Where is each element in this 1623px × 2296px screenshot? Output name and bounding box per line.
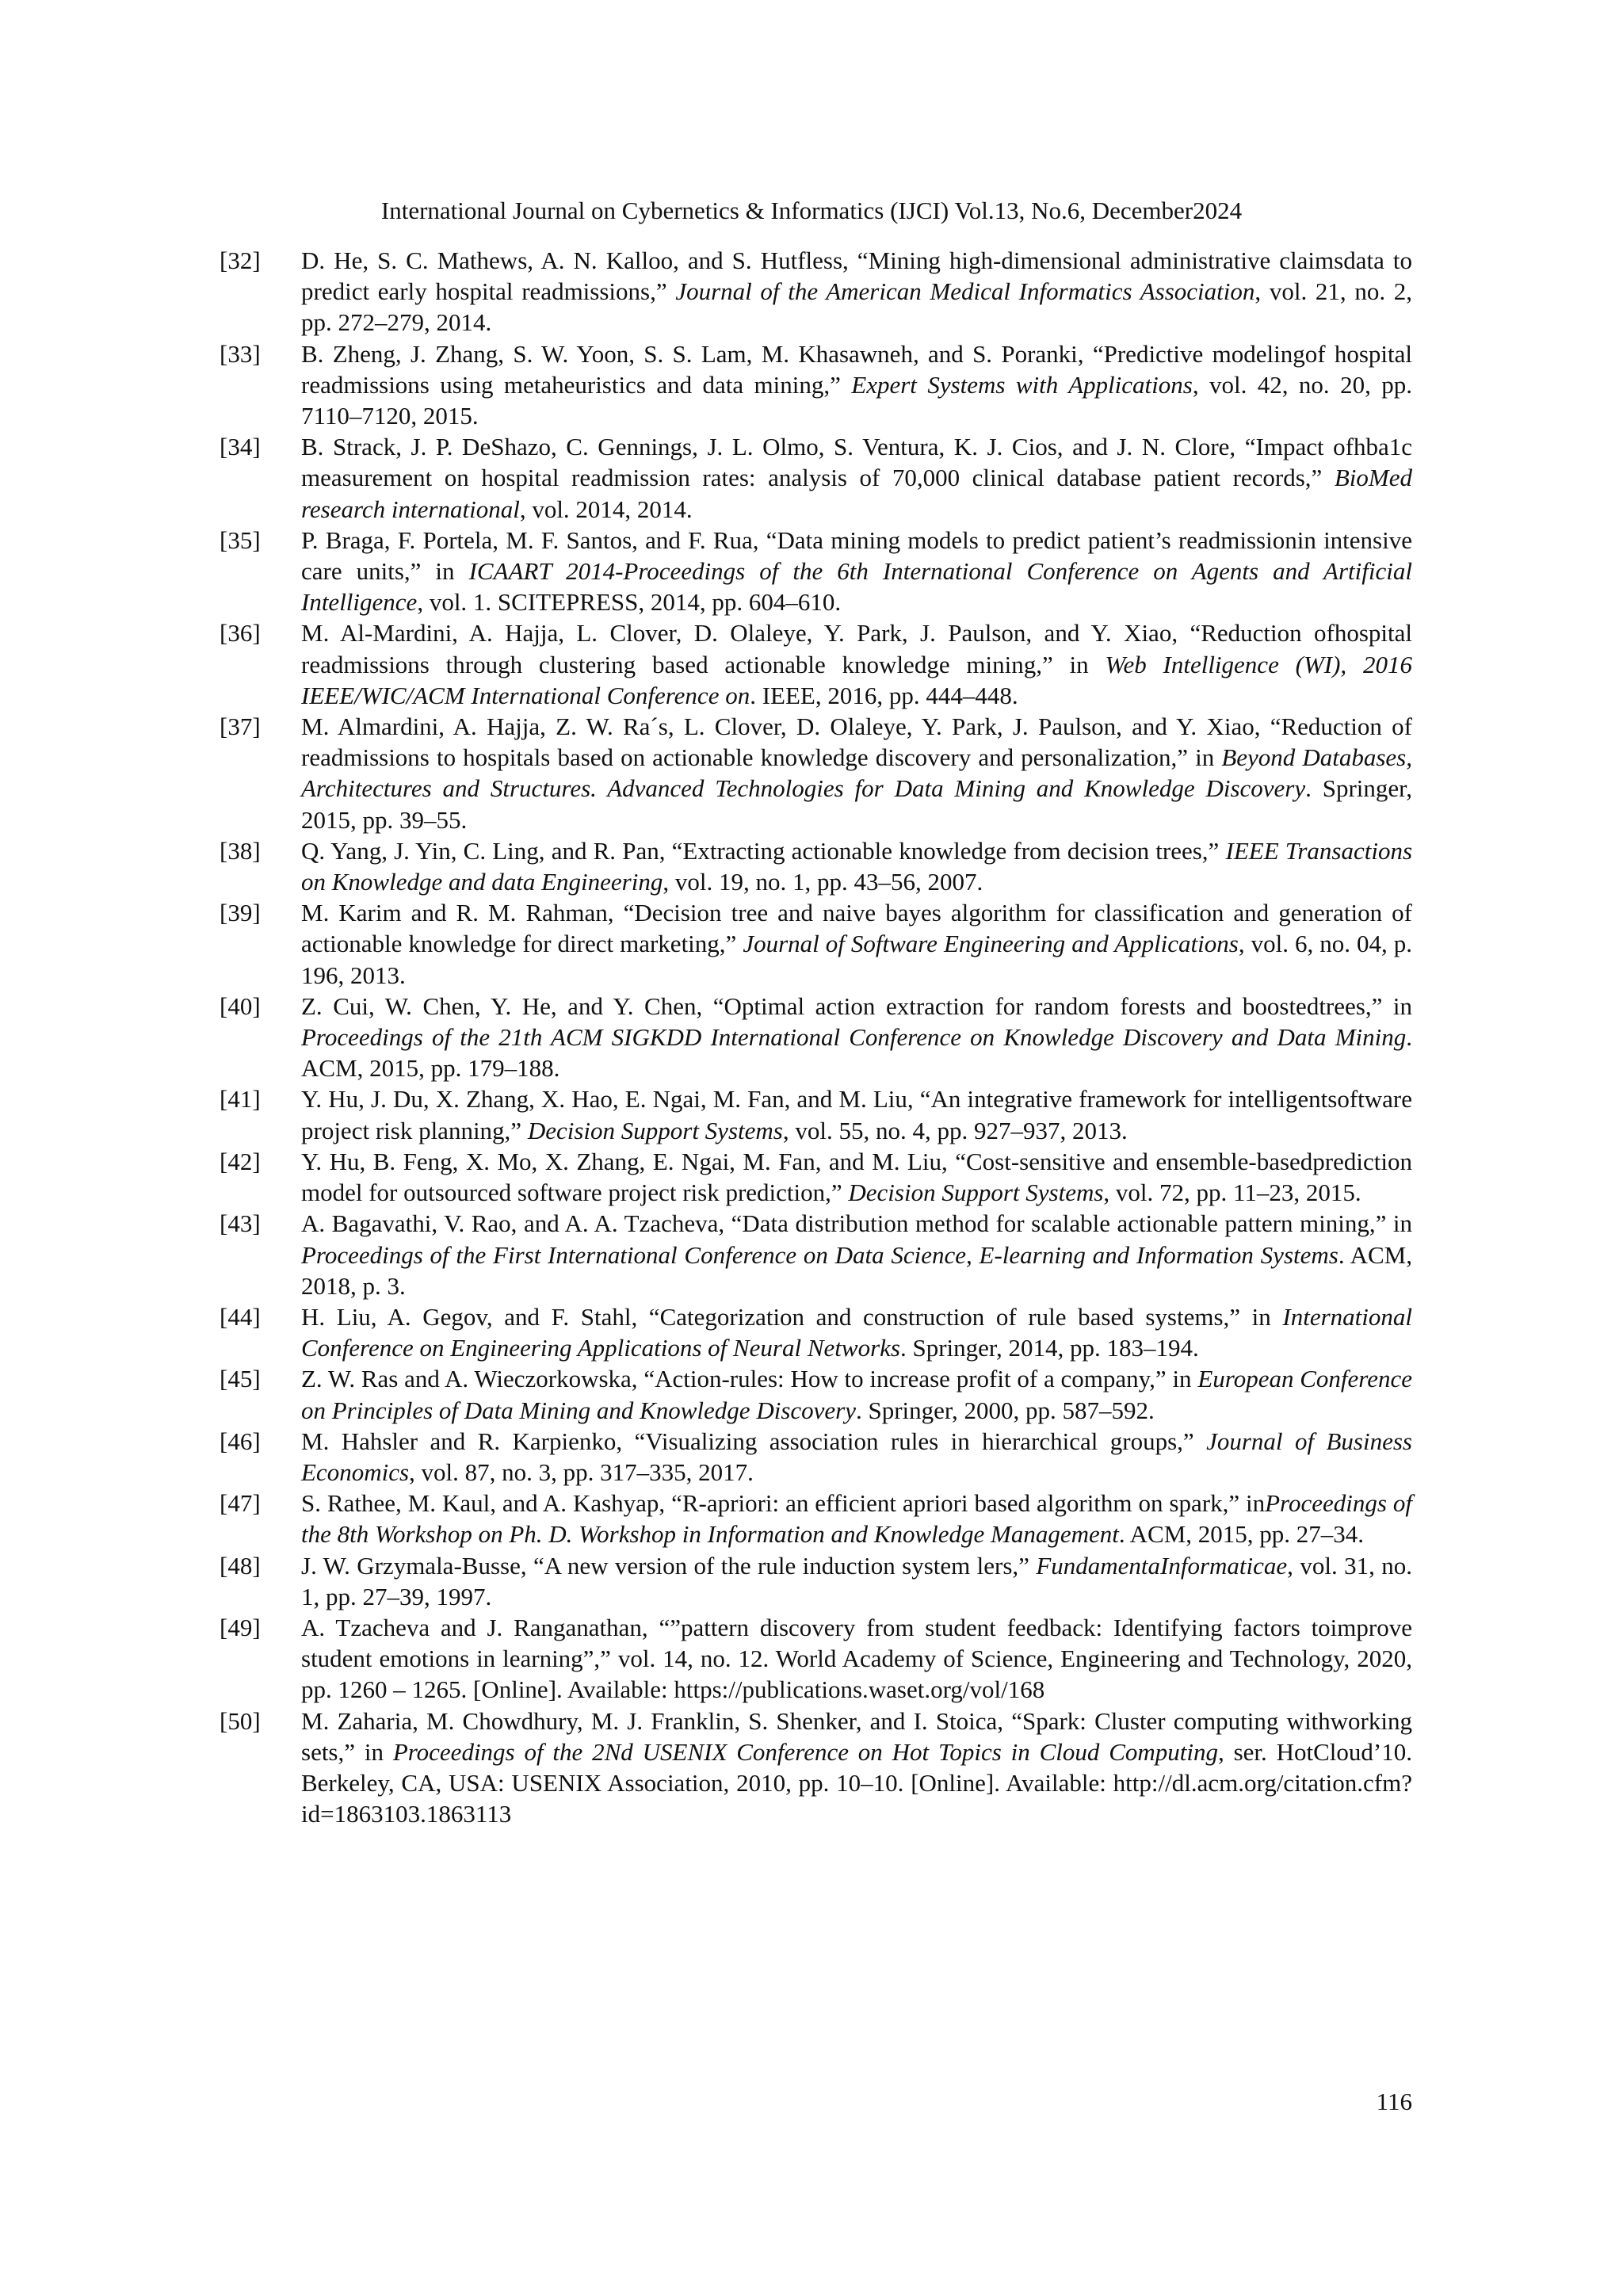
reference-authors-title: Y. Hu, J. Du, X. Zhang, X. Hao, E. Ngai, M. Fan, and M. Liu, “An integrative framework for intelligentsoftware project risk planning,” [301, 1085, 1412, 1144]
reference-entry [220, 1301, 1412, 1363]
reference-details: , vol. 55, no. 4, pp. 927–937, 2013. [782, 1116, 1128, 1144]
reference-details: . ACM, 2015, pp. 27–34. [1118, 1520, 1365, 1549]
reference-number: [39] [220, 899, 261, 927]
reference-details: , vol. 1. SCITEPRESS, 2014, pp. 604–610. [417, 588, 842, 617]
reference-number: [33] [220, 339, 261, 368]
reference-authors-title: M. Karim and R. M. Rahman, “Decision tree and naive bayes algorithm for classification and generation of actionable knowledge for direct marketing,” [301, 899, 1412, 958]
reference-number: [48] [220, 1551, 261, 1580]
reference-venue: International Conference on Engineering Applications of Neural Networks [301, 1302, 1412, 1362]
reference-authors-title: B. Zheng, J. Zhang, S. W. Yoon, S. S. Lam, M. Khasawneh, and S. Poranki, “Predictive modelingof hospital readmissions using metaheuristics and data mining,” [301, 339, 1412, 399]
reference-number: [36] [220, 619, 261, 648]
reference-text [301, 1301, 1412, 1363]
reference-entry [220, 1363, 1412, 1425]
reference-details: , vol. 72, pp. 11–23, 2015. [1103, 1179, 1361, 1207]
reference-details: , vol. 87, no. 3, pp. 317–335, 2017. [409, 1457, 754, 1486]
reference-text [301, 991, 1412, 1084]
reference-details: . Springer, 2014, pp. 183–194. [899, 1334, 1199, 1362]
reference-details: , vol. 31, no. 1, pp. 27–39, 1997. [301, 1551, 1412, 1610]
reference-entry [220, 1612, 1412, 1706]
reference-details: , vol. 19, no. 1, pp. 43–56, 2007. [663, 868, 983, 896]
reference-authors-title: M. Hahsler and R. Karpienko, “Visualizing association rules in hierarchical groups,” [301, 1427, 1207, 1455]
reference-number: [44] [220, 1302, 261, 1331]
reference-number: [45] [220, 1365, 261, 1393]
reference-authors-title: M. Zaharia, M. Chowdhury, M. J. Franklin, S. Shenker, and I. Stoica, “Spark: Cluster computing withworking sets,” in [301, 1706, 1412, 1766]
reference-number: [46] [220, 1427, 261, 1455]
reference-details: , ser. HotCloud’10. Berkeley, CA, USA: USENIX Association, 2010, pp. 10–10. [Online]. Available: http://dl.acm.org/citation.cfm?id=1863103.1863113 [301, 1737, 1412, 1828]
reference-venue: Proceedings of the 2Nd USENIX Conference on Hot Topics in Cloud Computing [392, 1737, 1219, 1766]
reference-text [301, 525, 1412, 618]
reference-venue: Decision Support Systems [848, 1179, 1104, 1207]
reference-authors-title: Y. Hu, B. Feng, X. Mo, X. Zhang, E. Ngai, M. Fan, and M. Liu, “Cost-sensitive and ensemble-basedprediction model for outsourced software project risk prediction,” [301, 1147, 1412, 1207]
reference-authors-title: Z. Cui, W. Chen, Y. He, and Y. Chen, “Optimal action extraction for random forests and boostedtrees,” in [301, 991, 1412, 1020]
reference-venue: ICAART 2014-Proceedings of the 6th International Conference on Agents and Artificial Intelligence [301, 557, 1412, 617]
reference-text [301, 338, 1412, 432]
reference-list [220, 245, 1412, 1829]
reference-number: [49] [220, 1613, 261, 1641]
reference-text [301, 431, 1412, 525]
reference-text [301, 245, 1412, 338]
reference-venue: Decision Support Systems [527, 1116, 783, 1144]
reference-entry [220, 1488, 1412, 1549]
reference-details: . ACM, 2015, pp. 179–188. [301, 1023, 1412, 1083]
reference-text [301, 1612, 1412, 1706]
reference-entry [220, 338, 1412, 432]
reference-venue: Journal of the American Medical Informatics Association [675, 277, 1255, 306]
page-number: 116 [1376, 2088, 1412, 2115]
reference-authors-title: B. Strack, J. P. DeShazo, C. Gennings, J. L. Olmo, S. Ventura, K. J. Cios, and J. N. Clore, “Impact ofhba1c measurement on hospital readmission rates: analysis of 70,000 clinical database patient records,” [301, 433, 1412, 492]
reference-entry [220, 1550, 1412, 1612]
reference-details: , vol. 2014, 2014. [519, 495, 693, 523]
reference-text [301, 1083, 1412, 1145]
reference-entry [220, 1706, 1412, 1830]
reference-authors-title: A. Tzacheva and J. Ranganathan, “”pattern discovery from student feedback: Identifying factors toimprove student emotions in learning”,” vol. 14, no. 12. World Academy of Science, Engineering and Technology, 2020, pp. 1260 – 1265. [Online]. Available: https://publications.waset.org/vol/168 [301, 1613, 1412, 1704]
reference-venue: IEEE Transactions on Knowledge and data Engineering [301, 836, 1413, 896]
reference-details: . Springer, 2000, pp. 587–592. [855, 1396, 1155, 1424]
reference-venue: FundamentaInformaticae [1036, 1551, 1288, 1580]
reference-number: [47] [220, 1489, 261, 1518]
reference-authors-title: M. Almardini, A. Hajja, Z. W. Ra´s, L. Clover, D. Olaleye, Y. Park, J. Paulson, and Y. Xiao, “Reduction of readmissions to hospitals based on actionable knowledge discovery and personalization,” in [301, 712, 1412, 772]
reference-details: . ACM, 2018, p. 3. [301, 1240, 1412, 1300]
reference-entry [220, 1146, 1412, 1208]
reference-authors-title: Z. W. Ras and A. Wieczorkowska, “Action-rules: How to increase profit of a company,” in [301, 1365, 1198, 1393]
reference-venue: Journal of Business Economics [301, 1427, 1412, 1486]
reference-text [301, 617, 1412, 711]
reference-entry [220, 1208, 1412, 1301]
reference-venue: BioMed research international [301, 464, 1412, 523]
reference-details: . Springer, 2015, pp. 39–55. [301, 774, 1412, 834]
reference-text [301, 1426, 1412, 1488]
reference-number: [35] [220, 525, 261, 554]
reference-venue: Journal of Software Engineering and Applications [743, 930, 1239, 958]
reference-entry [220, 1083, 1412, 1145]
reference-authors-title: P. Braga, F. Portela, M. F. Santos, and F. Rua, “Data mining models to predict patient’s readmissionin intensive care units,” in [301, 525, 1412, 586]
reference-details: , vol. 6, no. 04, p. 196, 2013. [301, 930, 1412, 989]
reference-text [301, 1363, 1412, 1425]
reference-authors-title: Q. Yang, J. Yin, C. Ling, and R. Pan, “Extracting actionable knowledge from decision trees,” [301, 836, 1226, 865]
reference-number: [37] [220, 712, 261, 741]
reference-number: [50] [220, 1706, 261, 1735]
reference-text [301, 1706, 1412, 1830]
reference-number: [40] [220, 991, 261, 1020]
reference-entry [220, 897, 1412, 991]
reference-venue: Proceedings of the 8th Workshop on Ph. D. Workshop in Information and Knowledge Management [301, 1489, 1412, 1549]
reference-number: [38] [220, 836, 261, 865]
running-header: International Journal on Cybernetics & Informatics (IJCI) Vol.13, No.6, December2024 [380, 197, 1243, 224]
reference-entry [220, 711, 1412, 835]
reference-authors-title: S. Rathee, M. Kaul, and A. Kashyap, “R-apriori: an efficient apriori based algorithm on spark,” in [301, 1489, 1266, 1518]
reference-text [301, 711, 1412, 835]
reference-authors-title: D. He, S. C. Mathews, A. N. Kalloo, and S. Hutfless, “Mining high-dimensional administrative claimsdata to predict early hospital readmissions,” [301, 246, 1412, 306]
reference-entry [220, 1426, 1412, 1488]
reference-text [301, 1146, 1412, 1208]
reference-venue: Proceedings of the 21th ACM SIGKDD International Conference on Knowledge Discovery and Data Mining [301, 1023, 1407, 1052]
reference-text [301, 1550, 1412, 1612]
reference-number: [42] [220, 1147, 261, 1175]
reference-entry [220, 245, 1412, 338]
reference-entry [220, 525, 1412, 618]
reference-authors-title: M. Al-Mardini, A. Hajja, L. Clover, D. Olaleye, Y. Park, J. Paulson, and Y. Xiao, “Reduction ofhospital readmissions through clustering based actionable knowledge mining,” in [301, 619, 1412, 678]
reference-authors-title: A. Bagavathi, V. Rao, and A. A. Tzacheva, “Data distribution method for scalable actionable pattern mining,” in [301, 1209, 1412, 1238]
reference-venue: Proceedings of the First International Conference on Data Science, E-learning and Information Systems [301, 1240, 1338, 1269]
reference-text [301, 1488, 1412, 1549]
reference-number: [32] [220, 246, 261, 274]
reference-authors-title: J. W. Grzymala-Busse, “A new version of the rule induction system lers,” [301, 1551, 1037, 1580]
reference-venue: Web Intelligence (WI), 2016 IEEE/WIC/ACM International Conference on [301, 650, 1412, 709]
reference-text [301, 1208, 1412, 1301]
reference-number: [41] [220, 1085, 261, 1114]
reference-entry [220, 991, 1412, 1084]
reference-number: [34] [220, 433, 261, 461]
reference-details: . IEEE, 2016, pp. 444–448. [750, 681, 1018, 709]
reference-details: , vol. 21, no. 2, pp. 272–279, 2014. [301, 277, 1413, 337]
reference-text [301, 835, 1412, 897]
reference-details: , vol. 42, no. 20, pp. 7110–7120, 2015. [301, 370, 1412, 430]
reference-number: [43] [220, 1209, 261, 1238]
reference-entry [220, 617, 1412, 711]
reference-venue: European Conference on Principles of Data Mining and Knowledge Discovery [301, 1365, 1412, 1424]
reference-authors-title: H. Liu, A. Gegov, and F. Stahl, “Categorization and construction of rule based systems,” in [301, 1302, 1283, 1331]
reference-text [301, 897, 1412, 991]
reference-entry [220, 431, 1412, 525]
reference-venue: Beyond Databases, Architectures and Structures. Advanced Technologies for Data Mining and Knowledge Discovery [301, 743, 1412, 803]
reference-entry [220, 835, 1412, 897]
reference-venue: Expert Systems with Applications [851, 370, 1193, 399]
